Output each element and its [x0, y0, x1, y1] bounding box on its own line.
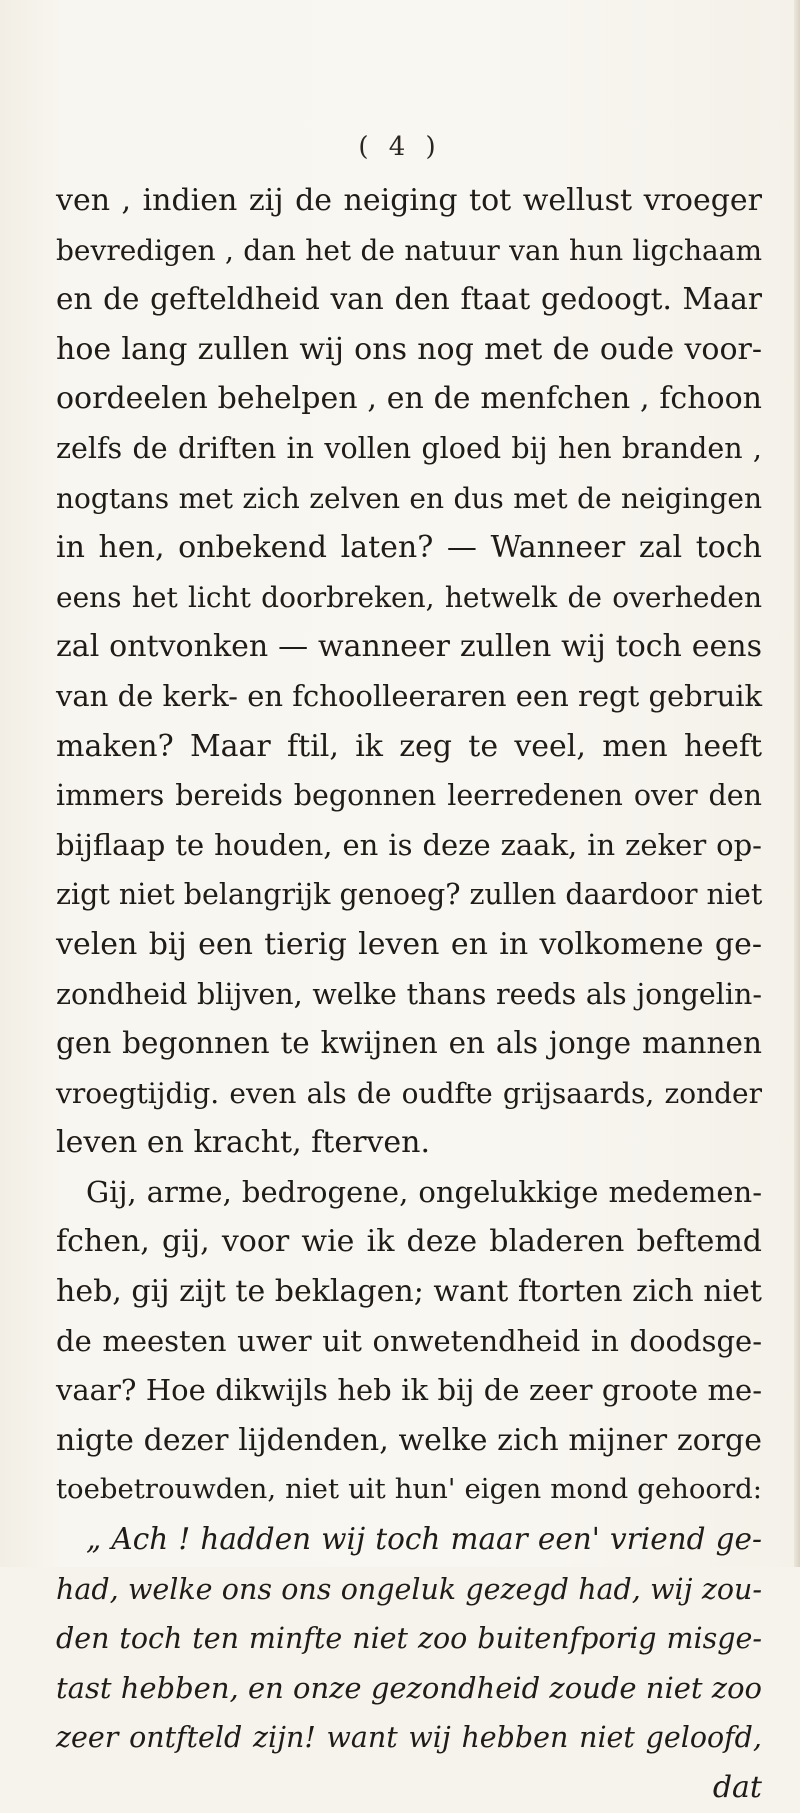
- text-line: „ Ach ! hadden wij toch maar een' vriend ge-: [86, 1522, 762, 1557]
- text-line: in hen, onbekend laten? — Wanneer zal toch: [56, 530, 762, 566]
- text-line: van de kerk- en fchoolleeraren een regt gebruik: [56, 678, 763, 713]
- text-line: bijflaap te houden, en is deze zaak, in zeker op-: [56, 827, 762, 862]
- text-line: zal ontvonken — wanneer zullen wij toch eens: [56, 629, 762, 665]
- text-line: den toch ten minfte niet zoo buitenfporig misge-: [56, 1622, 762, 1656]
- text-line: heb, gij zijt te beklagen; want ftorten zich niet: [56, 1274, 762, 1310]
- text-line: nigte dezer lijdenden, welke zich mijner zorge: [56, 1422, 762, 1458]
- text-line: toebetrouwden, niet uit hun' eigen mond gehoord:: [56, 1473, 762, 1506]
- text-line: de meesten uwer uit onwetendheid in doodsge-: [56, 1323, 762, 1358]
- text-line: tast hebben, en onze gezondheid zoude niet zoo: [56, 1670, 762, 1705]
- text-line: dat: [712, 1770, 762, 1805]
- text-line: zigt niet belangrijk genoeg? zullen daardoor niet: [56, 878, 763, 912]
- body-text: [56, 176, 762, 1813]
- text-line: maken? Maar ftil, ik zeg te veel, men heeft: [56, 728, 762, 764]
- text-line: eens het licht doorbreken, hetwelk de overheden: [56, 580, 762, 614]
- text-line: en de gefteldheid van den ftaat gedoogt. Maar: [56, 282, 762, 317]
- text-line: vaar? Hoe dikwijls heb ik bij de zeer groote me-: [56, 1373, 762, 1408]
- text-line: leven en kracht, fterven.: [56, 1125, 430, 1161]
- text-line: nogtans met zich zelven en dus met de neigingen: [56, 481, 762, 515]
- text-line: vroegtijdig. even als de oudfte grijsaards, zonder: [56, 1076, 762, 1110]
- text-line: gen begonnen te kwijnen en als jonge mannen: [56, 1026, 762, 1061]
- page-number: ( 4 ): [358, 132, 442, 162]
- text-line: fchen, gij, voor wie ik deze bladeren beftemd: [56, 1224, 762, 1260]
- page-edge: [794, 0, 800, 1567]
- text-line: velen bij een tierig leven en in volkomene ge-: [56, 926, 762, 962]
- text-line: hoe lang zullen wij ons nog met de oude voor-: [56, 331, 762, 367]
- text-line: Gij, arme, bedrogene, ongelukkige medemen-: [86, 1174, 762, 1209]
- text-line: zeer ontfteld zijn! want wij hebben niet geloofd,: [56, 1721, 762, 1755]
- text-line: bevredigen , dan het de natuur van hun ligchaam: [56, 233, 762, 267]
- text-line: ven , indien zij de neiging tot wellust vroeger: [56, 183, 762, 218]
- text-line: immers bereids begonnen leerredenen over den: [56, 779, 762, 813]
- text-line: zelfs de driften in vollen gloed bij hen branden ,: [56, 431, 762, 465]
- text-line: had, welke ons ons ongeluk gezegd had, wij zou-: [56, 1572, 762, 1606]
- text-line: oordeelen behelpen , en de menfchen , fchoon: [56, 381, 762, 417]
- text-line: zondheid blijven, welke thans reeds als jongelin-: [56, 977, 762, 1011]
